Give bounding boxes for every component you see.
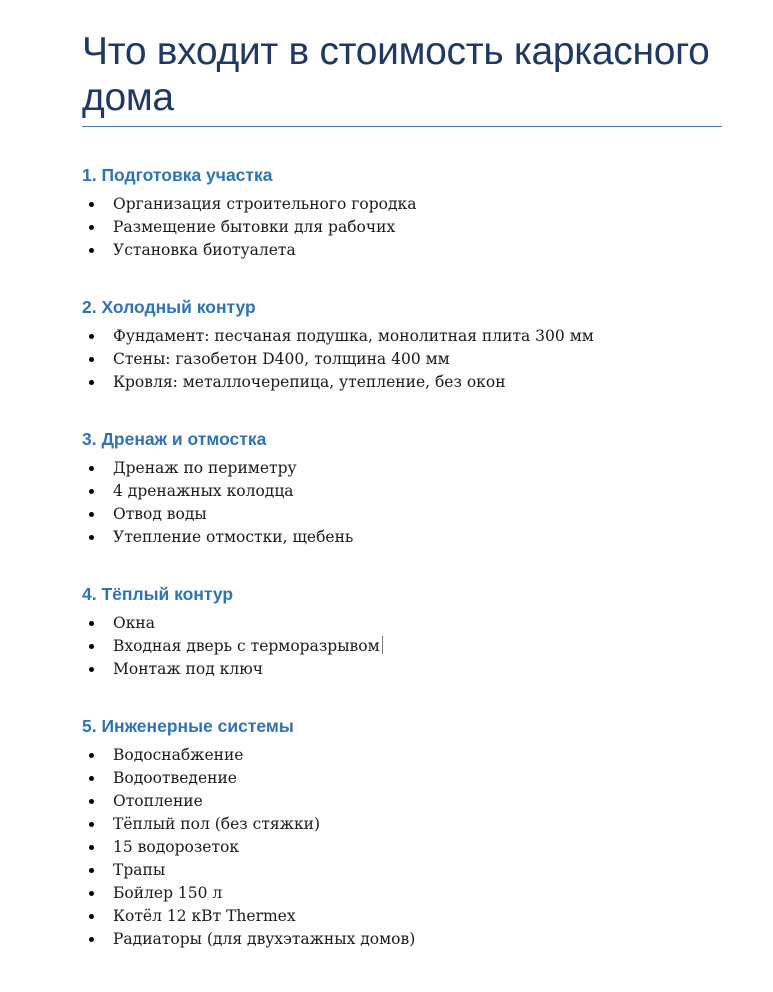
- list-item-text: 4 дренажных колодца: [113, 482, 294, 500]
- list-item: [82, 325, 722, 348]
- list-item: [82, 371, 722, 394]
- section-2: [82, 296, 722, 394]
- list-item: [82, 612, 722, 635]
- list-item-text: Тёплый пол (без стяжки): [113, 815, 321, 833]
- list-item: [82, 480, 722, 503]
- list-item: [82, 836, 722, 859]
- bullet-icon: [89, 776, 94, 781]
- title-block: [82, 29, 722, 127]
- bullet-icon: [89, 667, 94, 672]
- section-heading-4: 4. Тёплый контур: [82, 584, 234, 604]
- bullet-icon: [89, 248, 94, 253]
- list-item-text: Окна: [113, 614, 155, 632]
- list-item: [82, 744, 722, 767]
- bullet-list: [82, 325, 722, 394]
- list-item-text: Водоснабжение: [113, 746, 244, 764]
- list-item-text: Фундамент: песчаная подушка, монолитная плита 300 мм: [113, 327, 594, 345]
- section-3: [82, 428, 722, 549]
- list-item: [82, 503, 722, 526]
- bullet-icon: [89, 937, 94, 942]
- list-item: [82, 635, 722, 658]
- list-item: [82, 813, 722, 836]
- list-item-text: Установка биотуалета: [113, 241, 296, 259]
- sections-container: [82, 164, 722, 951]
- list-item: [82, 239, 722, 262]
- bullet-icon: [89, 644, 94, 649]
- list-item: [82, 457, 722, 480]
- text-cursor: [382, 636, 383, 654]
- list-item-text: 15 водорозеток: [113, 838, 240, 856]
- bullet-icon: [89, 868, 94, 873]
- list-item: [82, 882, 722, 905]
- page-title-line-2: дома: [82, 76, 174, 119]
- list-item: [82, 790, 722, 813]
- bullet-icon: [89, 845, 94, 850]
- bullet-list: [82, 457, 722, 549]
- list-item-text: Котёл 12 кВт Thermex: [113, 907, 296, 925]
- list-item-text: Трапы: [113, 861, 166, 879]
- list-item: [82, 928, 722, 951]
- list-item: [82, 348, 722, 371]
- section-5: [82, 715, 722, 951]
- list-item-text: Отопление: [113, 792, 203, 810]
- list-item: [82, 193, 722, 216]
- list-item: [82, 905, 722, 928]
- bullet-icon: [89, 334, 94, 339]
- list-item-text: Размещение бытовки для рабочих: [113, 218, 396, 236]
- bullet-icon: [89, 891, 94, 896]
- bullet-icon: [89, 914, 94, 919]
- bullet-icon: [89, 380, 94, 385]
- bullet-icon: [89, 621, 94, 626]
- list-item-text: Стены: газобетон D400, толщина 400 мм: [113, 350, 450, 368]
- bullet-icon: [89, 202, 94, 207]
- bullet-list: [82, 612, 722, 681]
- list-item-text: Отвод воды: [113, 505, 207, 523]
- bullet-icon: [89, 822, 94, 827]
- section-4: [82, 583, 722, 681]
- bullet-list: [82, 193, 722, 262]
- bullet-list: [82, 744, 722, 951]
- bullet-icon: [89, 489, 94, 494]
- section-heading-3: 3. Дренаж и отмостка: [82, 429, 267, 449]
- list-item: [82, 526, 722, 549]
- bullet-icon: [89, 512, 94, 517]
- list-item-text: Водоотведение: [113, 769, 237, 787]
- page-title-line-1: Что входит в стоимость каркасного: [82, 30, 710, 73]
- bullet-icon: [89, 225, 94, 230]
- list-item: [82, 216, 722, 239]
- bullet-icon: [89, 753, 94, 758]
- list-item-text: Организация строительного городка: [113, 195, 417, 213]
- bullet-icon: [89, 357, 94, 362]
- list-item-text: Монтаж под ключ: [113, 660, 263, 678]
- section-heading-2: 2. Холодный контур: [82, 297, 256, 317]
- section-heading-1: 1. Подготовка участка: [82, 165, 273, 185]
- list-item-text: Радиаторы (для двухэтажных домов): [113, 930, 416, 948]
- list-item: [82, 658, 722, 681]
- list-item-text: Бойлер 150 л: [113, 884, 223, 902]
- section-1: [82, 164, 722, 262]
- list-item-text: Дренаж по периметру: [113, 459, 297, 477]
- document-content: [82, 0, 722, 951]
- list-item-text: Входная дверь с терморазрывом: [113, 637, 380, 655]
- list-item: [82, 767, 722, 790]
- bullet-icon: [89, 799, 94, 804]
- list-item-text: Утепление отмостки, щебень: [113, 528, 354, 546]
- list-item-text: Кровля: металлочерепица, утепление, без окон: [113, 373, 506, 391]
- section-heading-5: 5. Инженерные системы: [82, 716, 294, 736]
- list-item: [82, 859, 722, 882]
- bullet-icon: [89, 535, 94, 540]
- bullet-icon: [89, 466, 94, 471]
